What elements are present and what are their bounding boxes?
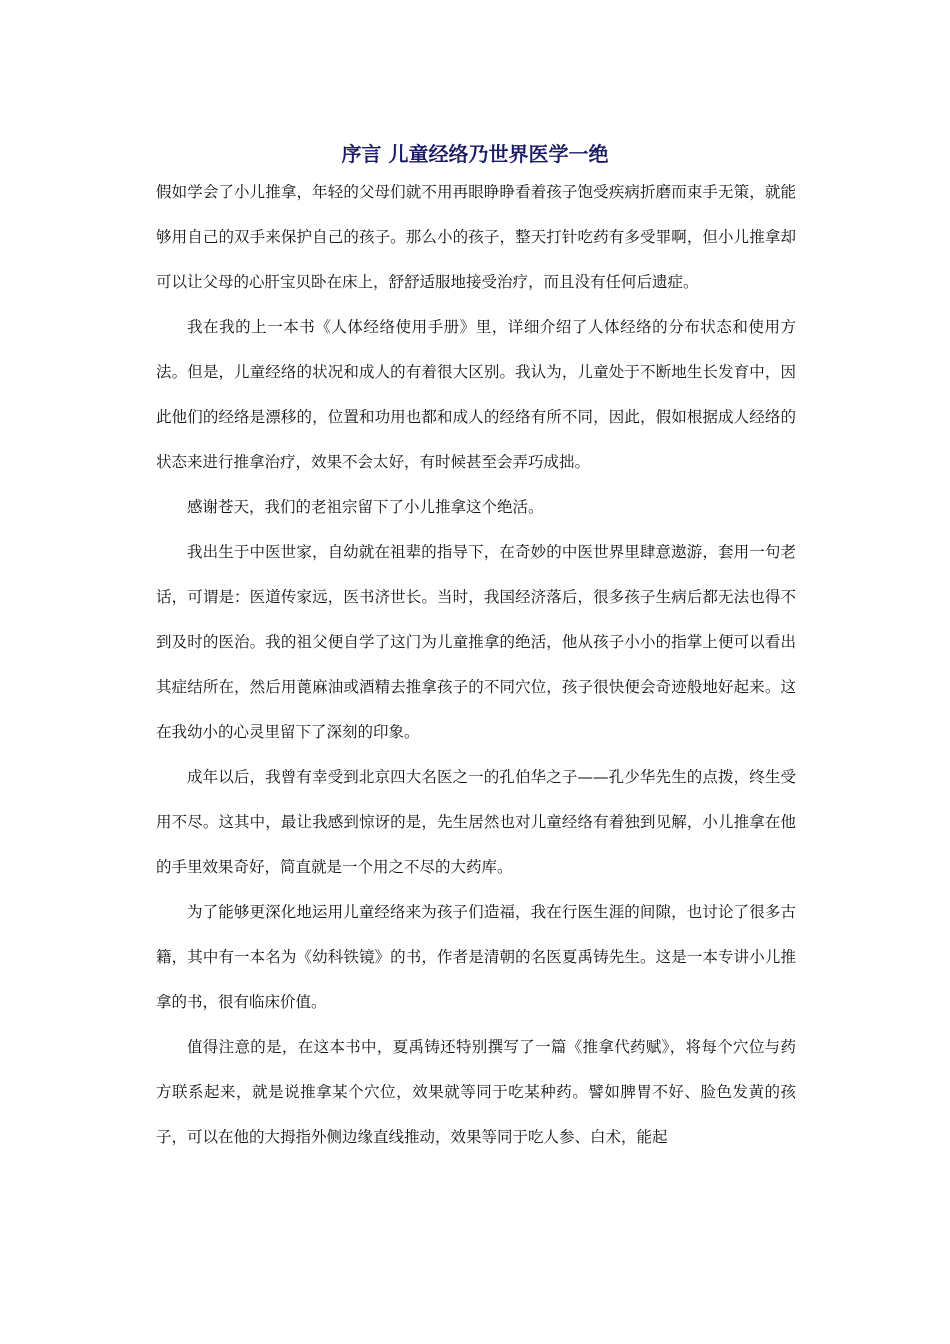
paragraph-1: 假如学会了小儿推拿，年轻的父母们就不用再眼睁睁看着孩子饱受疾病折磨而束手无策，就能够用自己的双手来保护自己的孩子。那么小的孩子，整天打针吃药有多受罪啊，但小儿推拿却可以让父母的心肝宝贝卧在床上，舒舒适服地接受治疗，而且没有任何后遗症。 xyxy=(156,183,796,291)
paragraph-6: 为了能够更深化地运用儿童经络来为孩子们造福，我在行医生涯的间隙，也讨论了很多古籍，其中有一本名为《幼科铁镜》的书，作者是清朝的名医夏禹铸先生。这是一本专讲小儿推拿的书，很有临床价值。 xyxy=(156,903,796,1011)
paragraph-5: 成年以后，我曾有幸受到北京四大名医之一的孔伯华之子——孔少华先生的点拨，终生受用不尽。这其中，最让我感到惊讶的是，先生居然也对儿童经络有着独到见解，小儿推拿在他的手里效果奇好，简直就是一个用之不尽的大药库。 xyxy=(156,768,796,876)
paragraph-7: 值得注意的是，在这本书中，夏禹铸还特别撰写了一篇《推拿代药赋》，将每个穴位与药方联系起来，就是说推拿某个穴位，效果就等同于吃某种药。譬如脾胃不好、脸色发黄的孩子，可以在他的大拇指外侧边缘直线推动，效果等同于吃人参、白术，能起 xyxy=(156,1038,796,1146)
paragraph-4: 我出生于中医世家，自幼就在祖辈的指导下，在奇妙的中医世界里肆意遨游，套用一句老话，可谓是：医道传家远，医书济世长。当时，我国经济落后，很多孩子生病后都无法也得不到及时的医治。我的祖父便自学了这门为儿童推拿的绝活，他从孩子小小的指掌上便可以看出其症结所在，然后用蓖麻油或酒精去推拿孩子的不同穴位，孩子很快便会奇迹般地好起来。这在我幼小的心灵里留下了深刻的印象。 xyxy=(156,543,796,741)
paragraph-3: 感谢苍天，我们的老祖宗留下了小儿推拿这个绝活。 xyxy=(187,498,544,516)
page-title: 序言 儿童经络乃世界医学一绝 xyxy=(341,142,609,166)
document-body xyxy=(156,170,796,1160)
paragraph-2: 我在我的上一本书《人体经络使用手册》里，详细介绍了人体经络的分布状态和使用方法。但是，儿童经络的状况和成人的有着很大区别。我认为，儿童处于不断地生长发育中，因此他们的经络是漂移的，位置和功用也都和成人的经络有所不同，因此，假如根据成人经络的状态来进行推拿治疗，效果不会太好，有时候甚至会弄巧成拙。 xyxy=(156,318,796,471)
